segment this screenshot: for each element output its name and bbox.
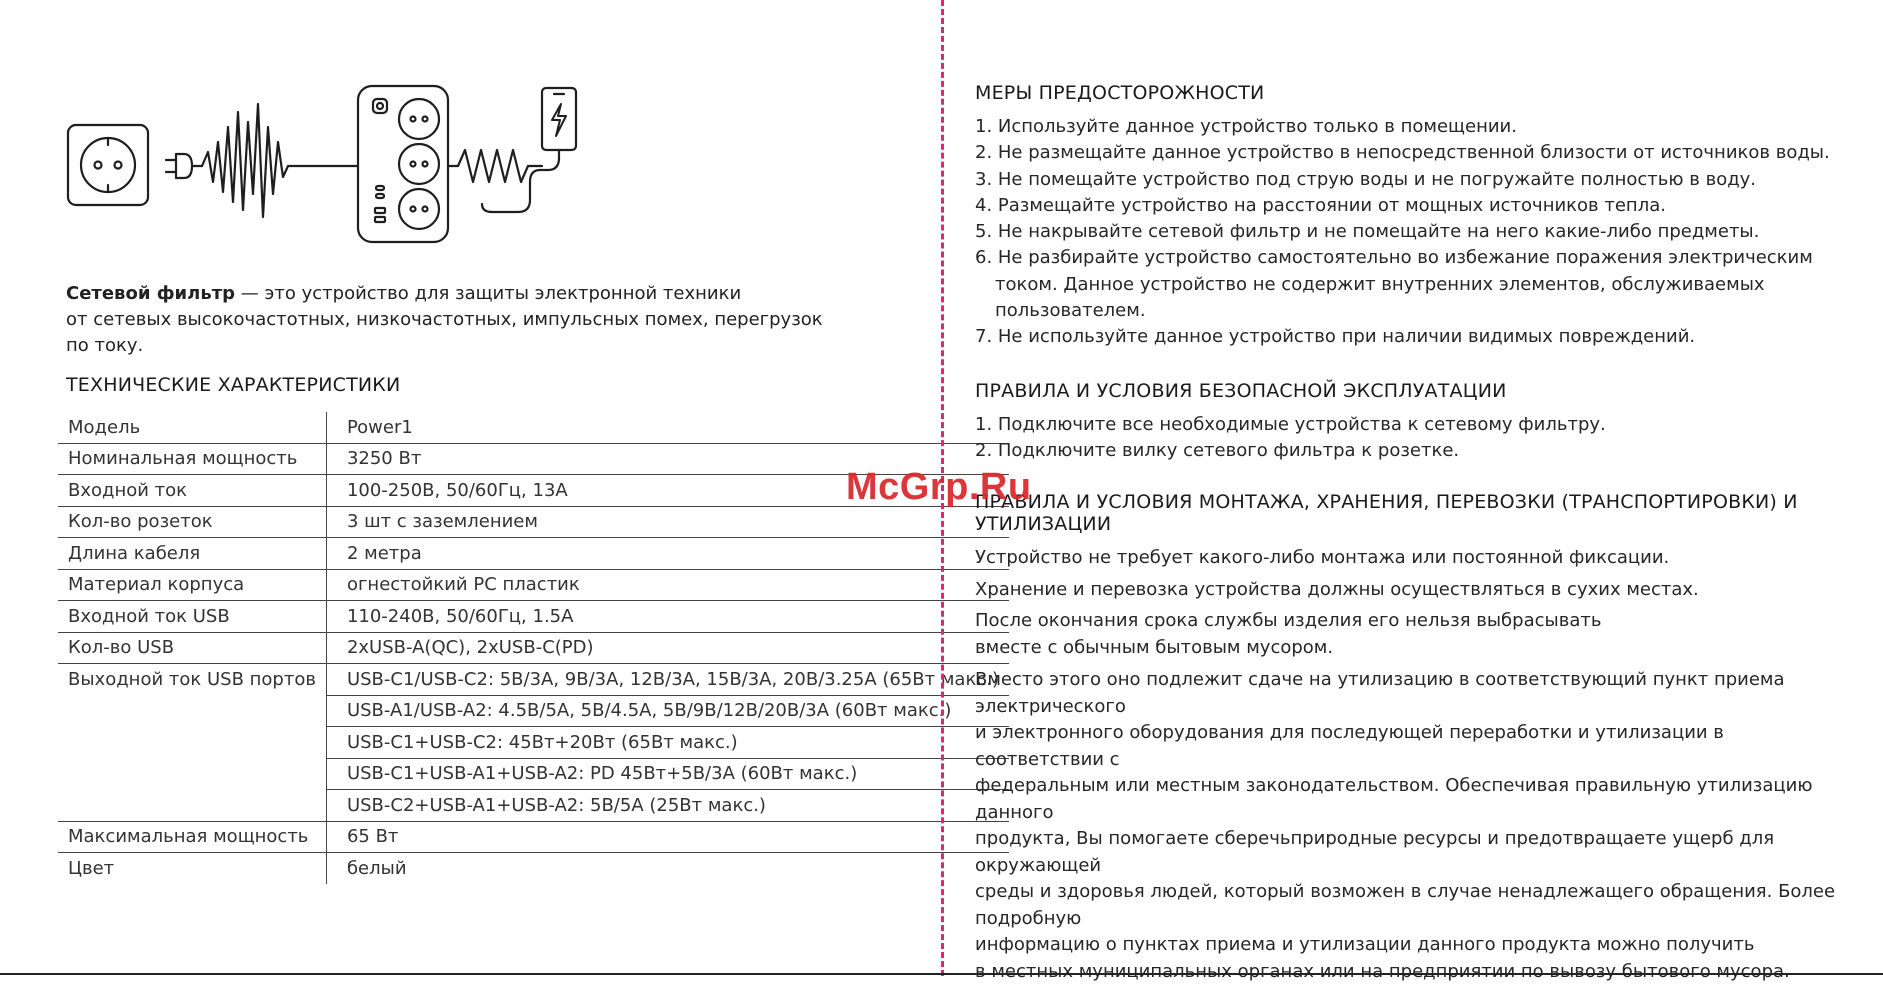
spec-key: Входной ток USB	[58, 601, 326, 633]
intro-term: Сетевой фильтр	[66, 283, 235, 304]
specs-title: ТЕХНИЧЕСКИЕ ХАРАКТЕРИСТИКИ	[66, 374, 400, 396]
spec-row	[58, 601, 1009, 633]
recycling-line: продукта, Вы помогаете сберечьприродные ресурсы и предотвращаете ущерб для окружающей	[975, 826, 1855, 879]
recycling-line: Вместо этого оно подлежит сдаче на утилизацию в соответствующий пункт приема электрического	[975, 667, 1855, 720]
power-strip-icon	[358, 86, 448, 242]
intro-text	[66, 281, 826, 359]
disposal-line: После окончания срока службы изделия его нельзя выбрасывать	[975, 608, 1855, 635]
spec-row	[58, 821, 1009, 853]
spec-value: USB-C2+USB-A1+USB-A2: 5В/5А (25Вт макс.)	[326, 790, 1009, 822]
recycling-line: и электронного оборудования для последующей переработки и утилизации в соответствии с	[975, 720, 1855, 773]
spec-value: 2 метра	[326, 538, 1009, 570]
spec-key: Модель	[58, 412, 326, 443]
storage-paragraph: Хранение и перевозка устройства должны осуществляться в сухих местах.	[975, 577, 1855, 604]
spec-row	[58, 538, 1009, 570]
recycling-line: в местных муниципальных органах или на предприятии по вывозу бытового мусора.	[975, 959, 1855, 985]
spec-value: USB-C1+USB-A1+USB-A2: PD 45Вт+5В/3А (60Вт макс.)	[326, 758, 1009, 790]
spec-value: USB-A1/USB-A2: 4.5В/5А, 5В/4.5А, 5В/9В/12В/20В/3А (60Вт макс.)	[326, 695, 1009, 727]
safe-use-section	[975, 380, 1855, 465]
precaution-item: 5. Не накрывайте сетевой фильтр и не помещайте на него какие-либо предметы.	[975, 219, 1855, 245]
spec-value: 3 шт с заземлением	[326, 506, 1009, 538]
spec-row	[58, 569, 1009, 601]
spec-key: Номинальная мощность	[58, 443, 326, 475]
spec-key: Кол-во розеток	[58, 506, 326, 538]
safe-use-title: ПРАВИЛА И УСЛОВИЯ БЕЗОПАСНОЙ ЭКСПЛУАТАЦИИ	[975, 380, 1855, 402]
spec-value: белый	[326, 853, 1009, 884]
safe-use-item: 1. Подключите все необходимые устройства к сетевому фильтру.	[975, 412, 1855, 438]
recycling-line: федеральным или местным законодательством. Обеспечивая правильную утилизацию данного	[975, 773, 1855, 826]
precaution-item: 2. Не размещайте данное устройство в непосредственной близости от источников воды.	[975, 140, 1855, 166]
precaution-item: 3. Не помещайте устройство под струю воды и не погружайте полностью в воду.	[975, 167, 1855, 193]
precautions-section	[975, 82, 1855, 351]
recycling-line: информацию о пунктах приема и утилизации данного продукта можно получить	[975, 932, 1855, 959]
spec-row	[58, 664, 1009, 696]
mounting-section	[975, 491, 1855, 985]
spec-key: Длина кабеля	[58, 538, 326, 570]
spec-value: 2xUSB-A(QC), 2xUSB-C(PD)	[326, 632, 1009, 664]
device-illustration	[62, 82, 622, 252]
filtered-wave-icon	[448, 150, 542, 182]
mounting-title: ПРАВИЛА И УСЛОВИЯ МОНТАЖА, ХРАНЕНИЯ, ПЕРЕВОЗКИ (ТРАНСПОРТИРОВКИ) И УТИЛИЗАЦИИ	[975, 491, 1855, 535]
spec-value: USB-C1/USB-C2: 5В/3А, 9В/3А, 12В/3А, 15В/3А, 20В/3.25А (65Вт макс.)	[326, 664, 1009, 696]
spec-key: Цвет	[58, 853, 326, 884]
spec-key: Материал корпуса	[58, 569, 326, 601]
precaution-item-cont: током. Данное устройство не содержит внутренних элементов, обслуживаемых	[975, 272, 1855, 298]
spec-value: Power1	[326, 412, 1009, 443]
plug-icon	[166, 154, 202, 178]
precaution-item: 6. Не разбирайте устройство самостоятельно во избежание поражения электрическим	[975, 245, 1855, 271]
recycling-line: среды и здоровья людей, который возможен в случае ненадлежащего обращения. Более подробную	[975, 879, 1855, 932]
spec-value: 100-250В, 50/60Гц, 13А	[326, 475, 1009, 507]
disposal-line: вместе с обычным бытовым мусором.	[975, 635, 1855, 662]
intro-line-1	[66, 281, 826, 307]
spec-key: Входной ток	[58, 475, 326, 507]
noise-wave-icon	[202, 104, 358, 217]
spec-value: 110-240В, 50/60Гц, 1.5А	[326, 601, 1009, 633]
wall-socket-icon	[68, 125, 148, 205]
precautions-title: МЕРЫ ПРЕДОСТОРОЖНОСТИ	[975, 82, 1855, 104]
intro-line-2: от сетевых высокочастотных, низкочастотных, импульсных помех, перегрузок по току.	[66, 307, 826, 359]
spec-row	[58, 632, 1009, 664]
intro-definition: — это устройство для защиты электронной техники	[235, 283, 741, 304]
safe-use-item: 2. Подключите вилку сетевого фильтра к розетке.	[975, 438, 1855, 464]
watermark-logo: McGrp.Ru	[846, 466, 1032, 509]
spec-key: Выходной ток USB портов	[58, 664, 326, 822]
spec-value: 65 Вт	[326, 821, 1009, 853]
spec-row	[58, 506, 1009, 538]
spec-value: USB-C1+USB-C2: 45Вт+20Вт (65Вт макс.)	[326, 727, 1009, 759]
spec-value: 3250 Вт	[326, 443, 1009, 475]
spec-key: Кол-во USB	[58, 632, 326, 664]
precaution-item: 4. Размещайте устройство на расстоянии от мощных источников тепла.	[975, 193, 1855, 219]
precaution-item-cont: пользователем.	[975, 298, 1855, 324]
spec-row	[58, 412, 1009, 443]
spec-row	[58, 853, 1009, 884]
precaution-item: 7. Не используйте данное устройство при наличии видимых повреждений.	[975, 324, 1855, 350]
spec-value: огнестойкий PC пластик	[326, 569, 1009, 601]
precaution-item: 1. Используйте данное устройство только в помещении.	[975, 114, 1855, 140]
spec-key: Максимальная мощность	[58, 821, 326, 853]
mounting-paragraph: Устройство не требует какого-либо монтажа или постоянной фиксации.	[975, 545, 1855, 572]
